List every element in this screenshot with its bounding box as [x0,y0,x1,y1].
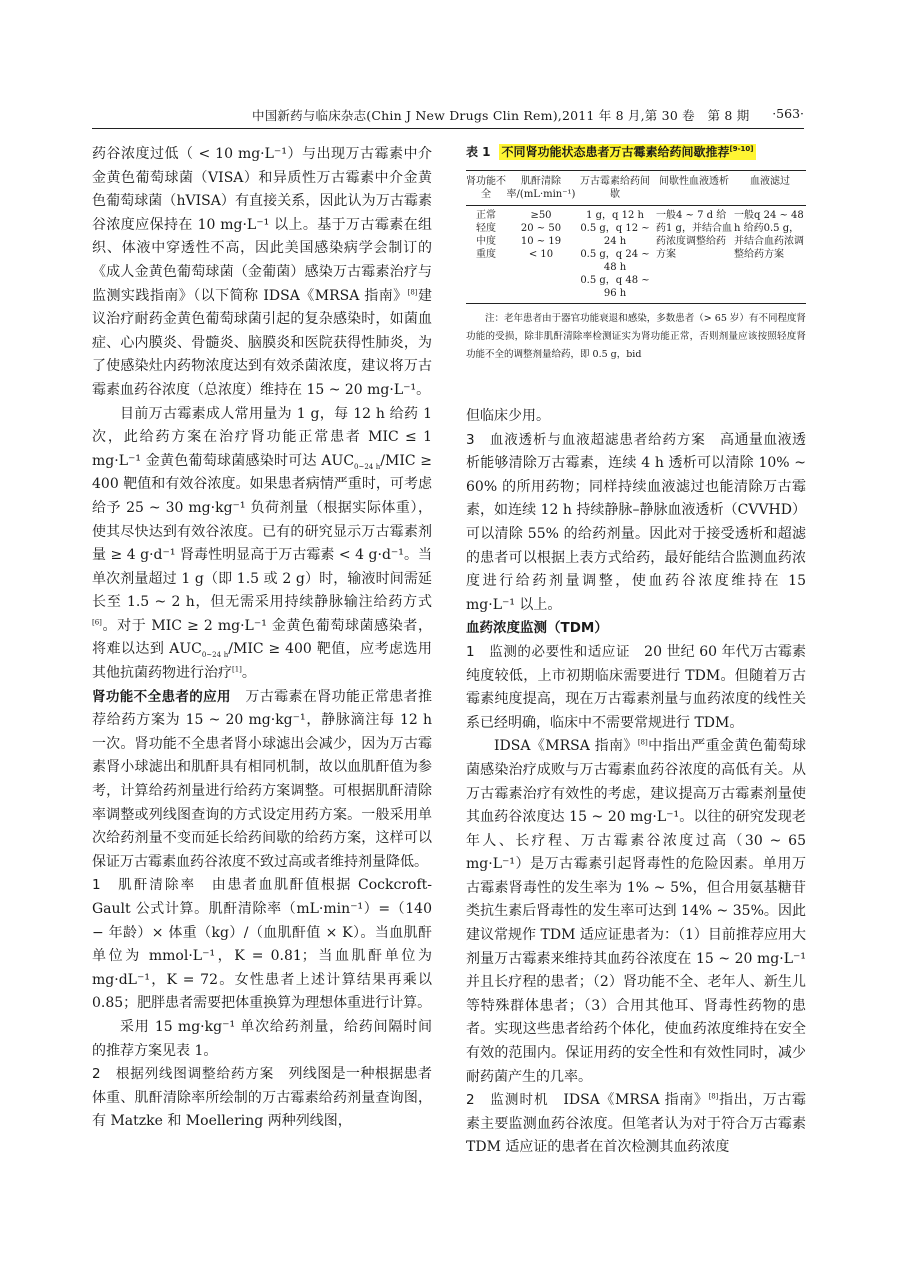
paragraph: 但临床少用。 [466,408,550,424]
table-title: 表 1 不同肾功能状态患者万古霉素给药间歇推荐[9-10] [466,143,806,160]
table-header-cell: 肾功能不全 [466,176,506,200]
paragraph: 1 监测的必要性和适应证 20 世纪 60 年代万古霉素纯度较低，上市初期临床需要进行 TDM。但随着万古霉素纯度提高，现在万古霉素剂量与血药浓度的线性关系已经明确，临床中不需要常规进行 TDM。 [466,643,806,731]
subsection-title: 2 监测时机 [466,1092,549,1109]
paragraph: 目前万古霉素成人常用量为 1 g，每 12 h 给药 1 次，此给药方案在治疗肾功能正常患者 MIC ≤ 1 mg·L⁻¹ 金黄色葡萄球菌感染时可达 $AUC_{0\sim 24 h}$/MIC ≥ 400 靶值和有效谷浓度。如果患者病情严重时，可考虑给予 25 ~ 30 mg·kg⁻¹ 负荷剂量（根据实际体重），使其尽快达到有效谷浓度。已有的研究显示万古霉素剂量 ≥ 4 g·d⁻¹ 肾毒性明显高于万古霉素 < 4 g·d⁻¹。当单次剂量超过 1 g（即 1.5 或 2 g）时，输液时间需延长至 1.5 ~ 2 h，但无需采用持续静脉输注给药方式[6]。对于 MIC ≥ 2 mg·L⁻¹ 金黄色葡萄球菌感染者，将难以达到 $AUC_{0\sim 24 h}$/MIC ≥ 400 靶值，应考虑选用其他抗菌药物进行治疗[1]。 [92,405,432,682]
paragraph: 2 根据列线图调整给药方案 列线图是一种根据患者体重、肌酐清除率所绘制的万古霉素给药剂量查询图，有 Matzke 和 Moellering 两种列线图， [92,1066,432,1130]
citation-ref: [8] [407,287,418,296]
highlighted-title: 不同肾功能状态患者万古霉素给药间歇推荐[9-10] [499,144,757,160]
paragraph: 药谷浓度过低（ < 10 mg·L⁻¹）与出现万古霉素中介金黄色葡萄球菌（VISA）和异质性万古霉素中介金黄色葡萄球菌（hVISA）有直接关系，因此认为万古霉素谷浓度应保持在 10 mg·L⁻¹ 以上。基于万古霉素在组织、体液中穿透性不高，因此美国感染病学会制订的《成人金黄色葡萄球菌（金葡菌）感染万古霉素治疗与监测实践指南》（以下简称 IDSA《MRSA 指南》[8]建议治疗耐药金黄色葡萄球菌引起的复杂感染时，如菌血症、心内膜炎、骨髓炎、脑膜炎和医院获得性肺炎，为了使感染灶内药物浓度达到有效杀菌浓度，建议将万古霉素血药谷浓度（总浓度）维持在 15 ~ 20 mg·L⁻¹。 [92,146,433,398]
paragraph: 2 监测时机 IDSA《MRSA 指南》[8]指出，万古霉素主要监测血药谷浓度。但笔者认为对于符合万古霉素 TDM 适应证的患者在首次检测其血药浓度 [466,1092,807,1156]
table-header-cell: 血液滤过 [750,176,790,187]
paragraph: 3 血液透析与血液超滤患者给药方案 高通量血液透析能够清除万古霉素，连续 4 h 透析可以清除 10% ~ 60% 的所用药物；同样持续血液滤过也能清除万古霉素，如连续 12 h 持续静脉–静脉血液透析（CVVHD）可以清除 55% 的给药剂量。因此对于接受透析和超滤的患者可以根据上表方式给药，最好能结合监测血药浓度进行给药剂量调整，使血药谷浓度维持在 15 mg·L⁻¹ 以上。 [466,431,806,613]
section-heading-renal: 肾功能不全患者的应用 [92,688,231,705]
paragraph: 1 肌酐清除率 由患者血肌酐值根据 Cockcroft-Gault 公式计算。肌酐清除率（mL·min⁻¹）=（140 − 年龄）× 体重（kg）/（血肌酐值 × K）。当血肌酐单位为 mmol·L⁻¹，K = 0.81；当血肌酐单位为 mg·dL⁻¹，K = 72。女性患者上述计算结果再乘以 0.85；肥胖患者需要把体重换算为理想体重进行计算。 [92,877,432,1012]
citation-ref: [8] [708,1092,719,1101]
table-header-cell: 肌酐清除率/(mL·min⁻¹) [506,176,576,200]
citation-ref: [1] [232,665,242,674]
subsection-title: 1 肌酐清除率 [92,877,197,894]
table-header-row [466,171,806,206]
subsection-title: 1 监测的必要性和适应证 [466,643,631,660]
citation-ref: [6] [92,618,102,627]
paragraph: IDSA《MRSA 指南》[8]中指出严重金黄色葡萄球菌感染治疗成败与万古霉素血药谷浓度的高低有关。从万古霉素治疗有效性的考虑，建议提高万古霉素剂量使其血药谷浓度达 15 ~ 20 mg·L⁻¹。以往的研究发现老年人、长疗程、万古霉素谷浓度过高（30 ~ 65 mg·L⁻¹）是万古霉素引起肾毒性的危险因素。单用万古霉素肾毒性的发生率为 1% ~ 5%，但合用氨基糖苷类抗生素后肾毒性的发生率可达到 14% ~ 35%。因此建议常规作 TDM 适应证患者为：（1）目前推荐应用大剂量万古霉素来维持其血药谷浓度在 15 ~ 20 mg·L⁻¹ 并且长疗程的患者；（2）肾功能不全、老年人、新生儿等特殊群体患者；（3）合用其他耳、肾毒性药物的患者。实现这些患者给药个体化，使血药浓度维持在安全有效的范围内。保证用药的安全性和有效性同时，减少耐药菌产生的几率。 [466,738,807,1085]
table-cell: 一般q 24 ~ 48 h 给药0.5 g，并结合血药浓调整给药方案 [734,210,804,260]
table-header-cell: 万古霉素给药间歇 [580,176,650,200]
subsection-title: 3 血液透析与血液超滤患者给药方案 [466,431,706,448]
table-cell: ≥50 20 ~ 50 10 ~ 19 < 10 [520,210,562,260]
journal-citation: 中国新药与临床杂志(Chin J New Drugs Clin Rem),2011 年 8 月,第 30 卷 第 8 期 [252,108,750,123]
subsection-title: 2 根据列线图调整给药方案 [92,1066,275,1083]
section-heading-tdm: 血药浓度监测（TDM） [466,620,608,637]
left-column [92,143,432,1134]
paragraph: 采用 15 mg·kg⁻¹ 单次给药剂量，给药间隔时间的推荐方案见表 1。 [92,1018,432,1059]
table-note: 注：老年患者由于器官功能衰退和感染，多数患者（> 65 岁）有不同程度肾功能的受损，除非肌酐清除率检测证实为肾功能正常，否则剂量应该按照轻度肾功能不全的调整剂量给药，即 0.5 g，bid [466,313,806,360]
right-column [466,405,806,1160]
table-cell: 正常 轻度 中度 重度 [476,210,496,260]
paragraph: 肾功能不全患者的应用 万古霉素在肾功能正常患者推荐给药方案为 15 ~ 20 mg·kg⁻¹，静脉滴注每 12 h 一次。肾功能不全患者肾小球滤出会减少，因为万古霉素肾小球滤出和肌酐具有相同机制，故以血肌酐值为参考，计算给药剂量进行给药方案调整。可根据肌酐清除率调整或列线图查询的方式设定用药方案。一般采用单次给药剂量不变而延长给药间歇的给药方案，这样可以保证万古霉素血药谷浓度不致过高或者维持剂量降低。 [92,688,433,870]
page-number: ·563· [772,106,804,121]
table-cell: 一般4 ~ 7 d 给药1 g，并结合血药浓度调整给药方案 [656,210,732,260]
table-body [466,206,806,303]
table-header-cell: 间歇性血液透析 [659,176,729,187]
citation-ref: [8] [637,738,648,747]
running-header [92,100,804,129]
table-grid [466,170,806,304]
table-cell: 1 g，q 12 h 0.5 g，q 12 ~ 24 h 0.5 g，q 24 ~ 48 h 0.5 g，q 48 ~ 96 h [580,210,650,299]
table-1 [466,143,806,364]
